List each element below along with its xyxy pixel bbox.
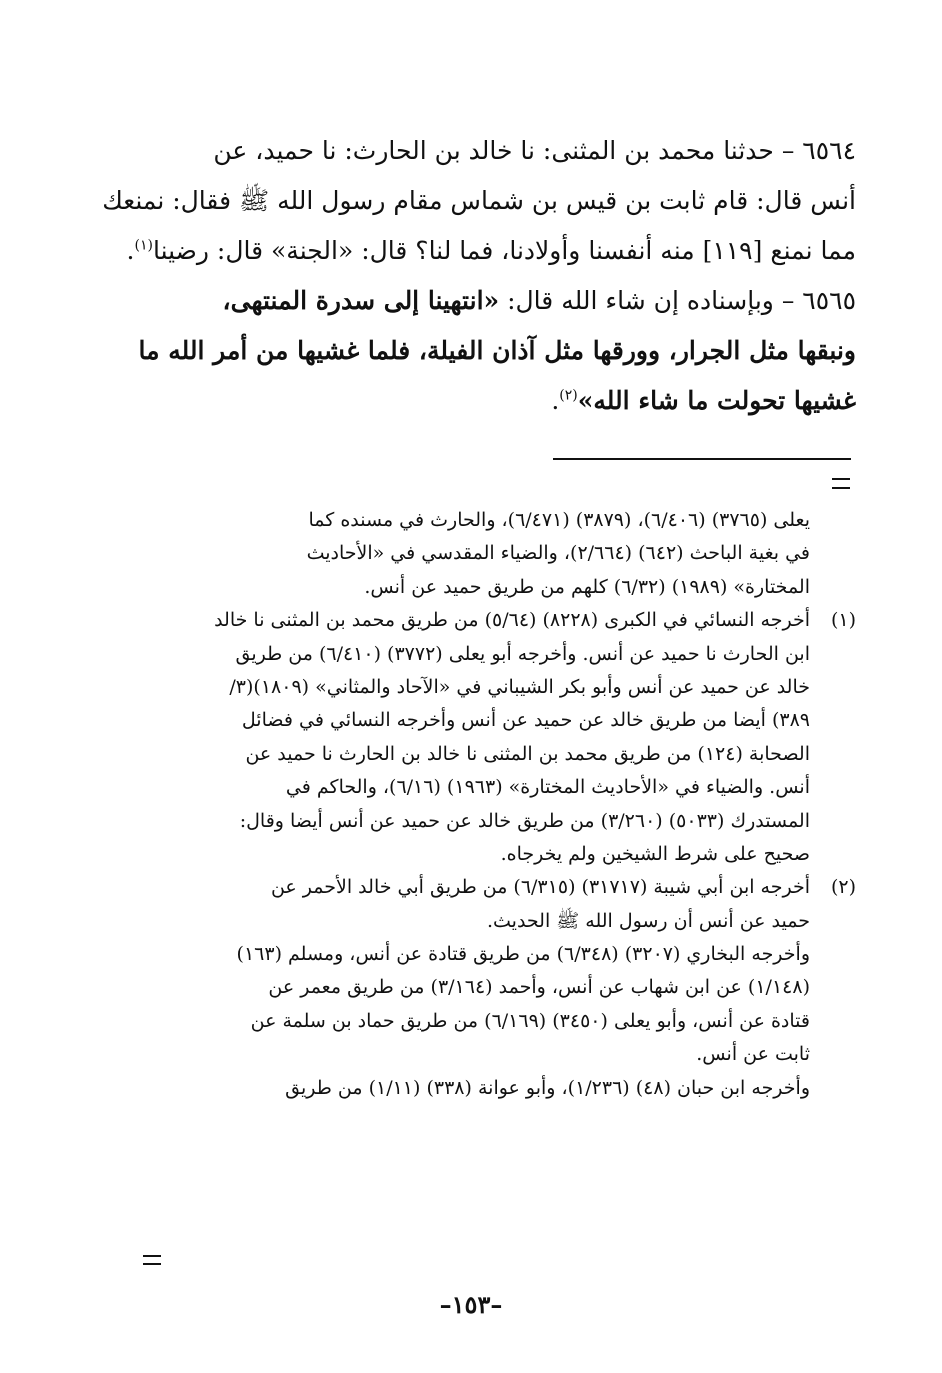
footnote-1-line-1 (140, 604, 856, 637)
footnote-2-line-2: حميد عن أنس أن رسول الله ﷺ الحديث. (486, 909, 810, 932)
hadith-6565-line-3-end: . (551, 386, 560, 415)
footnote-1-line-5: الصحابة (١٢٤) من طريق محمد بن المثنى نا خالد بن الحارث نا حميد عن (245, 742, 810, 765)
footnote-2-line-1 (140, 871, 856, 904)
hadith-6565-line-3-bold: غشيها تحولت ما شاء الله» (577, 386, 856, 415)
footnote-1-text: أخرجه النسائي في الكبرى (٨٢٢٨) (٥/٦٤) من طريق محمد بن المثنى نا خالد (214, 609, 810, 632)
footnote-2-para2-line-4: ثابت عن أنس. (696, 1043, 810, 1066)
continuation-line-1: يعلى (٣٧٦٥) (٦/٤٠٦)، (٣٨٧٩) (٦/٤٧١)، والحارث في مسنده كما (308, 509, 810, 531)
footnote-2-para2-line-2: (١/١٤٨) عن ابن شهاب عن أنس، وأحمد (٣/١٦٤) من طريق معمر عن (268, 976, 810, 999)
hadith-6564-line-3-text: مما نمنع [١١٩] منه أنفسنا وأولادنا، فما لنا؟ قال: «الجنة» قال: رضينا (152, 236, 856, 265)
footnote-1-line-6: أنس. والضياء في «الأحاديث المختارة» (١٩٦٣) (٦/١٦)، والحاكم في (285, 776, 810, 799)
hadith-6564-line-3 (126, 226, 856, 276)
hadith-6565-line-2: ونبقها مثل الجرار، وورقها مثل آذان الفيلة، فلما غشيها من أمر الله ما (138, 336, 856, 365)
hadith-6564-line-1: ٦٥٦٤ – حدثنا محمد بن المثنى: نا خالد بن الحارث: نا حميد، عن (213, 136, 856, 165)
continuation-line-3: المختارة» (١٩٨٩) (٦/٣٢) كلهم من طريق حميد عن أنس. (364, 575, 810, 598)
footnote-1-line-4: ٣٨٩) أيضا من طريق خالد عن حميد عن أنس وأخرجه النسائي في فضائل (241, 709, 810, 732)
hadith-6564-line-2: أنس قال: قام ثابت بن قيس بن شماس مقام رسول الله ﷺ فقال: نمنعك (102, 186, 856, 215)
continuation-mark-top (832, 478, 850, 489)
footnote-2-para2-line-1: وأخرجه البخاري (٣٢٠٧) (٦/٣٤٨) من طريق قتادة عن أنس، ومسلم (١٦٣) (236, 943, 810, 966)
hadith-6564-line-3-end: . (126, 236, 135, 265)
footnote-1-line-3: خالد عن حميد عن أنس وأبو بكر الشيباني في «الآحاد والمثاني» (١٨٠٩)(٣/ (229, 675, 810, 698)
main-text (102, 126, 856, 426)
page-number: –١٥٣– (439, 1290, 503, 1319)
hadith-6565-line-1-bold: «انتهينا إلى سدرة المنتهى، (222, 286, 500, 315)
hadith-6565-prefix: ٦٥٦٥ – وبإسناده إن شاء الله قال: (499, 286, 856, 315)
footnote-2-number: (٢) (830, 876, 856, 899)
footnote-separator (553, 458, 851, 460)
continuation-mark-bottom (143, 1255, 161, 1265)
footnote-ref-2: (٢) (559, 387, 578, 404)
hadith-6565-line-1 (138, 276, 856, 326)
footnote-1-number: (١) (830, 609, 856, 632)
footnote-2-para3-line-1: وأخرجه ابن حبان (٤٨) (١/٢٣٦)، وأبو عوانة (٣٣٨) (١/١١) من طريق (285, 1076, 810, 1099)
footnote-1-line-2: ابن الحارث نا حميد عن أنس. وأخرجه أبو يعلى (٣٧٧٢) (٦/٤١٠) من طريق (235, 642, 810, 665)
hadith-6565-line-3 (138, 376, 856, 426)
footnote-2-text: أخرجه ابن أبي شيبة (٣١٧١٧) (٦/٣١٥) من طريق أبي خالد الأحمر عن (270, 876, 810, 899)
footnote-1-line-7: المستدرك (٥٠٣٣) (٣/٢٦٠) من طريق خالد عن حميد عن أنس أيضا وقال: (239, 809, 810, 832)
footnote-ref-1: (١) (134, 237, 153, 254)
continuation-line-2: في بغية الباحث (٦٤٢) (٢/٦٦٤)، والضياء المقدسي في «الأحاديث (306, 542, 810, 565)
footnote-1-line-8: صحيح على شرط الشيخين ولم يخرجاه. (500, 842, 810, 865)
footnote-2-para2-line-3: قتادة عن أنس، وأبو يعلى (٣٤٥٠) (٦/١٦٩) من طريق حماد بن سلمة عن (250, 1009, 810, 1032)
footnotes (140, 504, 856, 1105)
